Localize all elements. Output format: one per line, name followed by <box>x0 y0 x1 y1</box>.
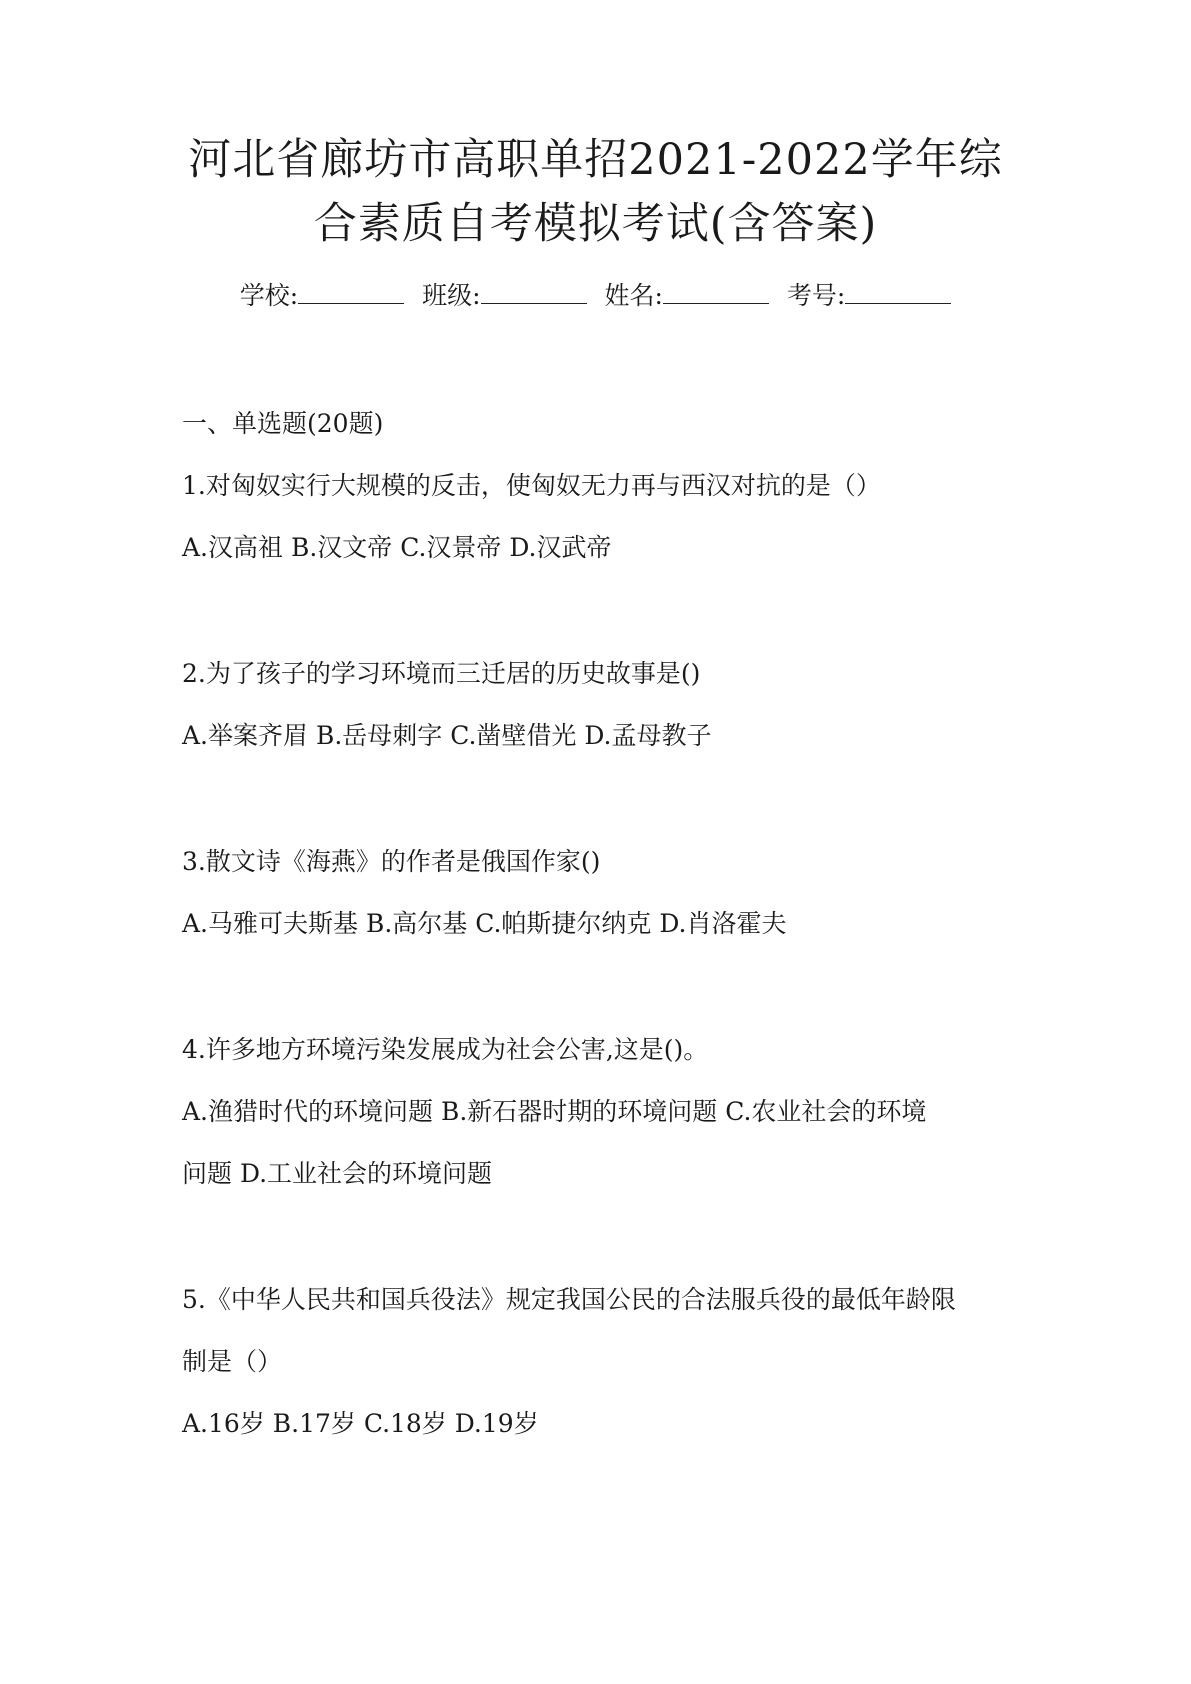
student-info-line <box>0 280 1191 312</box>
class-blank[interactable] <box>481 281 587 304</box>
name-label: 姓名: <box>604 281 663 310</box>
question-2-stem: 2.为了孩子的学习环境而三迁居的历史故事是() <box>182 659 701 688</box>
school-blank[interactable] <box>298 281 404 304</box>
school-field[interactable] <box>240 280 404 312</box>
question-4-options-line1: A.渔猎时代的环境问题 B.新石器时期的环境问题 C.农业社会的环境 <box>182 1097 927 1126</box>
question-4-options-line2: 问题 D.工业社会的环境问题 <box>182 1159 493 1188</box>
question-5-stem-line2: 制是（） <box>182 1347 283 1376</box>
exam-title-line2: 合素质自考模拟考试(含答案) <box>313 199 878 249</box>
question-3-options: A.马雅可夫斯基 B.高尔基 C.帕斯捷尔纳克 D.肖洛霍夫 <box>182 909 787 938</box>
question-3-stem: 3.散文诗《海燕》的作者是俄国作家() <box>182 847 601 876</box>
section-heading: 一、单选题(20题) <box>182 409 384 438</box>
question-4-stem: 4.许多地方环境污染发展成为社会公害,这是()。 <box>182 1035 709 1064</box>
question-2-options: A.举案齐眉 B.岳母刺字 C.凿壁借光 D.孟母教子 <box>182 721 712 750</box>
class-label: 班级: <box>422 281 481 310</box>
class-field[interactable] <box>422 280 586 312</box>
exam-title-line1: 河北省廊坊市高职单招2021-2022学年综 <box>188 135 1003 185</box>
question-1-stem: 1.对匈奴实行大规模的反击，使匈奴无力再与西汉对抗的是（） <box>182 471 881 500</box>
question-5-stem-line1: 5.《中华人民共和国兵役法》规定我国公民的合法服兵役的最低年龄限 <box>182 1285 956 1314</box>
exam-number-blank[interactable] <box>845 281 951 304</box>
question-1-options: A.汉高祖 B.汉文帝 C.汉景帝 D.汉武帝 <box>182 533 612 562</box>
name-field[interactable] <box>604 280 768 312</box>
name-blank[interactable] <box>663 281 769 304</box>
exam-number-label: 考号: <box>786 281 846 310</box>
question-5-options: A.16岁 B.17岁 C.18岁 D.19岁 <box>182 1409 539 1438</box>
exam-number-field[interactable] <box>787 280 951 312</box>
school-label: 学校: <box>239 281 299 310</box>
